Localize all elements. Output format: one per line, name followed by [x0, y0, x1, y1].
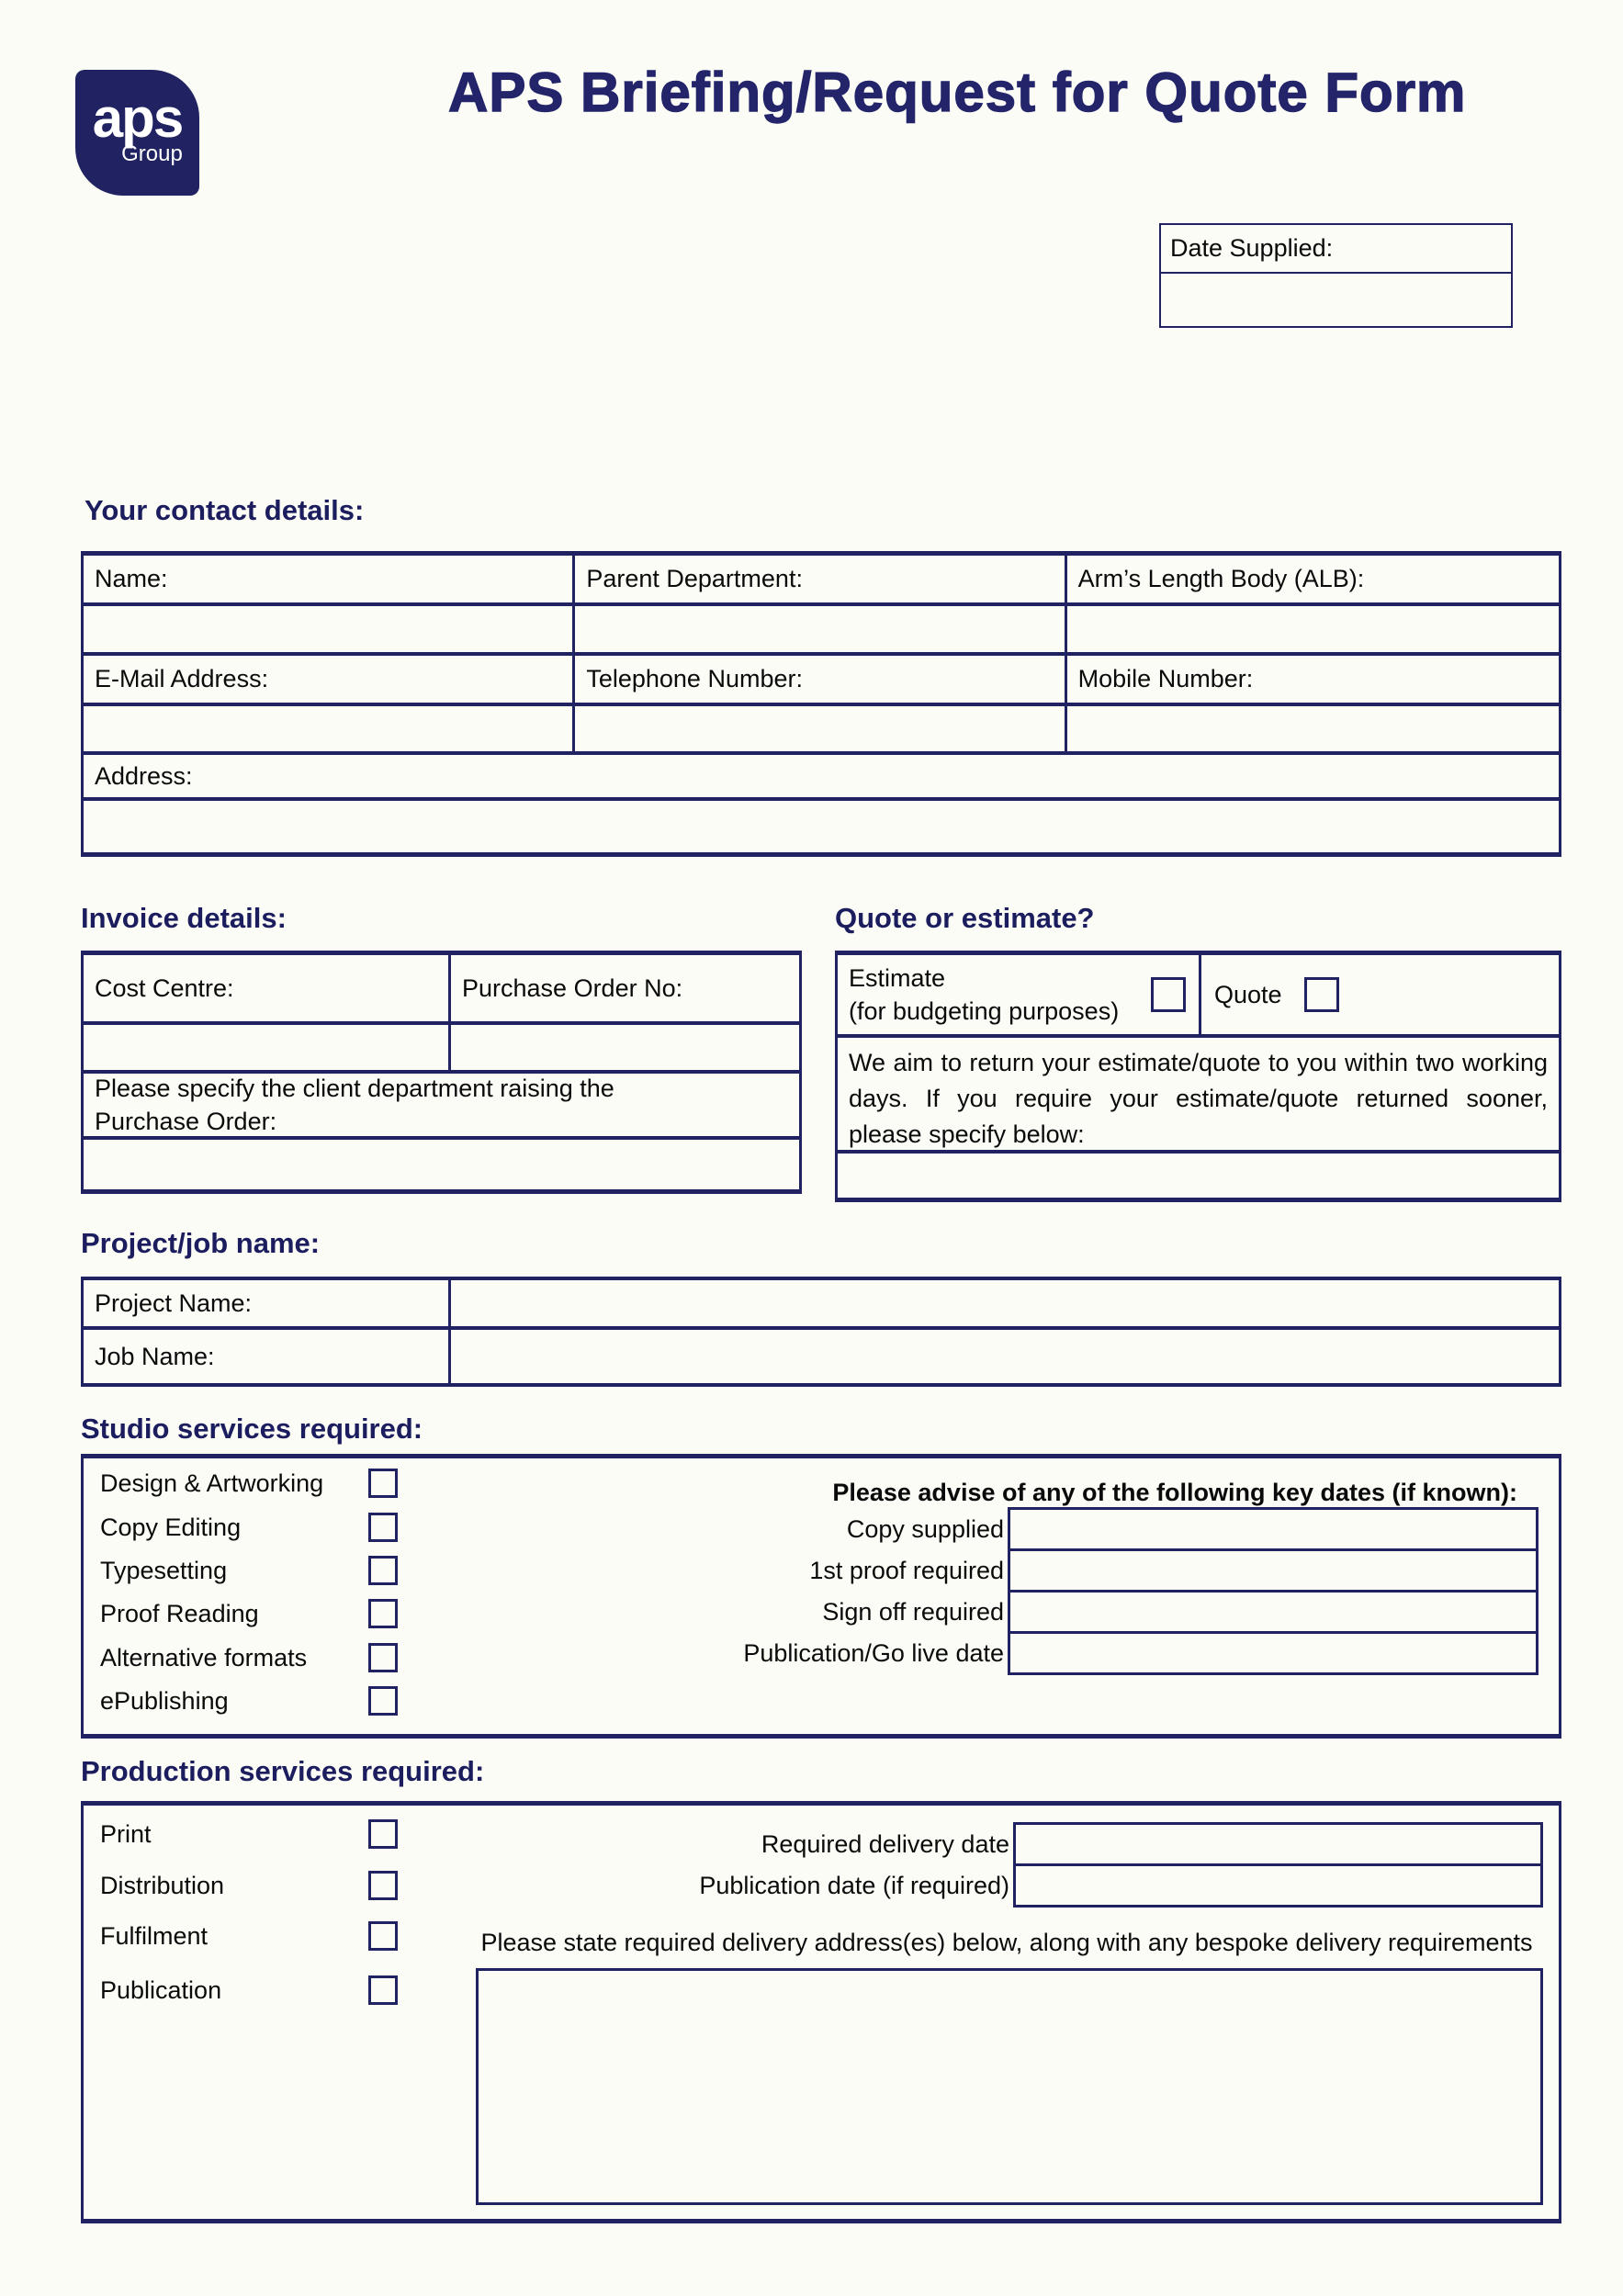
- design-artworking-checkbox[interactable]: [368, 1469, 398, 1498]
- service-row: [100, 1975, 398, 2006]
- delivery-address-textarea[interactable]: [476, 1968, 1543, 2205]
- telephone-input[interactable]: [575, 706, 1066, 755]
- logo-text: aps: [92, 87, 183, 149]
- form-title: APS Briefing/Request for Quote Form: [448, 62, 1467, 123]
- production-date-inputs: [1013, 1822, 1543, 1908]
- first-proof-label: 1st proof required: [809, 1556, 1004, 1584]
- quote-checkbox[interactable]: [1304, 977, 1339, 1012]
- fulfilment-label: Fulfilment: [100, 1921, 209, 1950]
- copy-editing-checkbox[interactable]: [368, 1513, 398, 1542]
- print-label: Print: [100, 1819, 152, 1848]
- distribution-checkbox[interactable]: [368, 1871, 398, 1900]
- key-dates-inputs: [1008, 1507, 1538, 1675]
- service-row: [100, 1870, 398, 1901]
- publication-golive-label: Publication/Go live date: [743, 1638, 1004, 1667]
- mobile-input[interactable]: [1067, 706, 1559, 755]
- copy-supplied-label: Copy supplied: [846, 1514, 1004, 1543]
- service-row: [100, 1685, 398, 1716]
- parent-department-label: Parent Department:: [575, 556, 1066, 606]
- service-row: [100, 1818, 398, 1850]
- key-dates-heading: Please advise of any of the following key dates (if known):: [832, 1479, 1517, 1506]
- telephone-label: Telephone Number:: [575, 656, 1066, 706]
- distribution-label: Distribution: [100, 1871, 225, 1899]
- job-name-input[interactable]: [451, 1330, 1559, 1383]
- service-row: [100, 1642, 398, 1673]
- date-supplied-label: Date Supplied:: [1161, 225, 1511, 274]
- delivery-address-note: Please state required delivery address(es) below, along with any bespoke delivery requirements: [480, 1928, 1533, 1956]
- typesetting-label: Typesetting: [100, 1556, 228, 1584]
- turnaround-note: We aim to return your estimate/quote to you within two working days. If you require your estimate/quote returned sooner, please specify below:: [838, 1038, 1559, 1154]
- publication-golive-input[interactable]: [1008, 1631, 1538, 1675]
- address-label: Address:: [84, 755, 1559, 801]
- aps-group-logo: [75, 70, 199, 196]
- service-row: [100, 1555, 398, 1586]
- client-department-note: Please specify the client department raising the Purchase Order:: [84, 1074, 799, 1140]
- service-row: [100, 1920, 398, 1952]
- purchase-order-label: Purchase Order No:: [451, 955, 799, 1025]
- sooner-specify-input[interactable]: [838, 1154, 1559, 1198]
- email-label: E-Mail Address:: [84, 656, 575, 706]
- quote-label: Quote: [1214, 980, 1282, 1008]
- cost-centre-label: Cost Centre:: [84, 955, 451, 1025]
- estimate-checkbox[interactable]: [1151, 977, 1186, 1012]
- production-heading: Production services required:: [81, 1755, 485, 1787]
- alternative-formats-label: Alternative formats: [100, 1643, 308, 1671]
- publication-date-input[interactable]: [1013, 1863, 1543, 1908]
- email-input[interactable]: [84, 706, 575, 755]
- alb-input[interactable]: [1067, 606, 1559, 656]
- proof-reading-label: Proof Reading: [100, 1599, 259, 1627]
- quote-estimate-table: [835, 951, 1561, 1202]
- project-heading: Project/job name:: [81, 1227, 321, 1259]
- quote-option: [1201, 955, 1559, 1038]
- invoice-table: [81, 951, 802, 1194]
- contact-heading: Your contact details:: [85, 494, 365, 526]
- job-name-label: Job Name:: [84, 1330, 451, 1383]
- estimate-label: Estimate: [849, 964, 946, 992]
- estimate-sublabel: (for budgeting purposes): [849, 997, 1120, 1025]
- required-delivery-date-input[interactable]: [1013, 1822, 1543, 1866]
- design-artworking-label: Design & Artworking: [100, 1469, 324, 1497]
- purchase-order-input[interactable]: [451, 1025, 799, 1074]
- project-name-input[interactable]: [451, 1280, 1559, 1330]
- address-input[interactable]: [84, 801, 1559, 852]
- service-row: [100, 1598, 398, 1629]
- studio-heading: Studio services required:: [81, 1412, 423, 1445]
- client-department-input[interactable]: [84, 1140, 799, 1189]
- date-supplied-input[interactable]: [1161, 274, 1511, 326]
- alb-label: Arm’s Length Body (ALB):: [1067, 556, 1559, 606]
- name-input[interactable]: [84, 606, 575, 656]
- publication-date-label: Publication date (if required): [699, 1871, 1009, 1899]
- quote-estimate-heading: Quote or estimate?: [835, 902, 1095, 934]
- sign-off-input[interactable]: [1008, 1590, 1538, 1634]
- service-row: [100, 1468, 398, 1499]
- alternative-formats-checkbox[interactable]: [368, 1643, 398, 1672]
- estimate-option: [838, 955, 1201, 1038]
- sign-off-label: Sign off required: [822, 1597, 1004, 1626]
- service-row: [100, 1512, 398, 1543]
- epublishing-checkbox[interactable]: [368, 1686, 398, 1716]
- publication-checkbox[interactable]: [368, 1975, 398, 2005]
- required-delivery-date-label: Required delivery date: [761, 1829, 1009, 1858]
- date-supplied-box: [1159, 223, 1513, 328]
- contact-table: [81, 551, 1561, 857]
- project-table: [81, 1277, 1561, 1387]
- typesetting-checkbox[interactable]: [368, 1556, 398, 1585]
- fulfilment-checkbox[interactable]: [368, 1921, 398, 1951]
- name-label: Name:: [84, 556, 575, 606]
- publication-label: Publication: [100, 1975, 222, 2004]
- parent-department-input[interactable]: [575, 606, 1066, 656]
- production-services-box: [81, 1801, 1561, 2223]
- first-proof-input[interactable]: [1008, 1548, 1538, 1593]
- mobile-label: Mobile Number:: [1067, 656, 1559, 706]
- studio-services-box: [81, 1454, 1561, 1739]
- invoice-heading: Invoice details:: [81, 902, 287, 934]
- copy-supplied-input[interactable]: [1008, 1507, 1538, 1551]
- proof-reading-checkbox[interactable]: [368, 1599, 398, 1628]
- cost-centre-input[interactable]: [84, 1025, 451, 1074]
- epublishing-label: ePublishing: [100, 1686, 229, 1715]
- print-checkbox[interactable]: [368, 1819, 398, 1849]
- logo-subtext: Group: [121, 141, 183, 166]
- copy-editing-label: Copy Editing: [100, 1513, 242, 1541]
- project-name-label: Project Name:: [84, 1280, 451, 1330]
